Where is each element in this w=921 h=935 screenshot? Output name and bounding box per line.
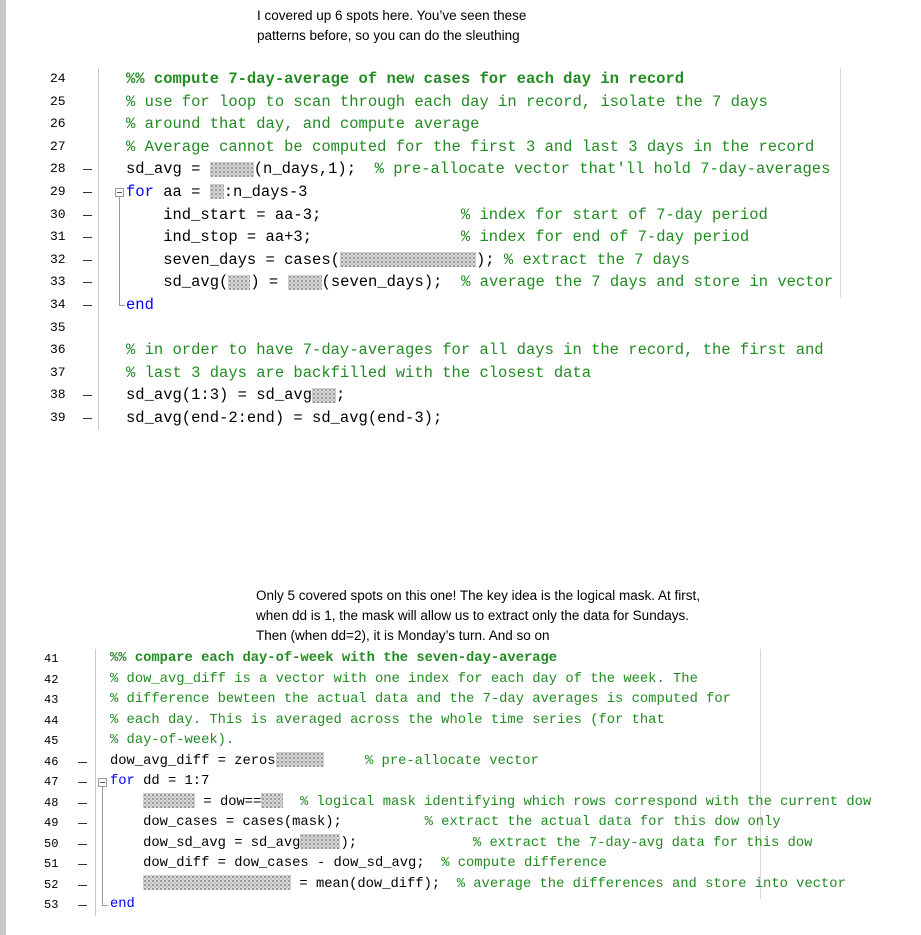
code-token: = dow== [195, 794, 262, 810]
line-number: 29 [50, 184, 66, 199]
code-token [283, 795, 300, 810]
code-line[interactable] [50, 317, 870, 339]
comment: % day-of-week). [110, 733, 235, 748]
code-text[interactable] [126, 204, 768, 227]
code-token: sd_avg(end-2:end) = sd_avg(end-3); [126, 409, 443, 427]
executable-line-marker[interactable] [83, 395, 92, 396]
keyword: for [110, 774, 135, 789]
line-number: 34 [50, 297, 66, 312]
covered-spot [312, 388, 336, 403]
code-token: :n_days-3 [223, 183, 308, 201]
executable-line-marker[interactable] [83, 215, 92, 216]
code-line[interactable] [50, 91, 870, 113]
code-line[interactable] [44, 690, 914, 712]
comment: % difference bewteen the actual data and the 7-day averages is computed for [110, 692, 731, 707]
code-token: sd_avg = [126, 160, 210, 179]
code-token: = mean(dow_diff); [291, 876, 457, 892]
code-text[interactable] [126, 384, 345, 407]
code-token: seven_days = cases( [126, 250, 340, 269]
comment: % around that day, and compute average [126, 115, 480, 134]
line-number: 50 [44, 836, 59, 851]
code-token: (n_days,1); [253, 160, 375, 179]
executable-line-marker[interactable] [78, 885, 87, 886]
code-text[interactable] [126, 181, 307, 204]
code-text[interactable] [110, 772, 209, 793]
executable-line-marker[interactable] [78, 844, 87, 845]
code-token: ; [336, 386, 346, 405]
code-line[interactable] [44, 793, 914, 815]
line-number: 42 [44, 672, 59, 687]
code-text[interactable] [126, 271, 833, 294]
covered-spot [143, 793, 195, 808]
code-line[interactable] [44, 834, 914, 856]
code-token: ) = [250, 273, 288, 292]
fold-end-mark [102, 905, 108, 906]
line-number: 51 [44, 857, 59, 871]
line-number: 26 [50, 116, 66, 132]
line-number: 48 [44, 795, 59, 810]
executable-line-marker[interactable] [78, 782, 87, 783]
top-caption-line-1: I covered up 6 spots here. You’ve seen these [257, 8, 527, 23]
code-token: dow_diff = dow_cases - dow_sd_avg; [110, 856, 442, 871]
code-token: dow_cases = cases(mask); [110, 815, 425, 830]
line-number: 43 [44, 693, 59, 707]
executable-line-marker[interactable] [78, 864, 87, 865]
covered-spot [143, 875, 291, 890]
code-line[interactable] [50, 294, 870, 316]
covered-spot [210, 162, 254, 177]
bottom-caption-line-2: when dd is 1, the mask will allow us to extract only the data for Sundays. [256, 608, 689, 623]
code-editor-panel-bottom[interactable] [44, 649, 914, 929]
code-token [110, 795, 143, 810]
code-text[interactable] [126, 339, 824, 362]
code-text[interactable] [126, 136, 814, 159]
code-text[interactable] [110, 711, 665, 732]
code-text[interactable] [126, 294, 154, 317]
code-line[interactable] [50, 249, 870, 271]
code-text[interactable] [126, 362, 591, 385]
code-line[interactable] [44, 854, 914, 876]
code-text[interactable] [110, 813, 781, 834]
executable-line-marker[interactable] [78, 905, 87, 906]
code-line[interactable] [44, 895, 914, 917]
left-window-edge [0, 0, 6, 935]
line-number: 45 [44, 734, 59, 748]
fold-collapse-icon[interactable] [115, 188, 124, 197]
code-text[interactable] [126, 91, 768, 114]
line-number: 35 [50, 319, 66, 335]
code-token: dow_avg_diff = zeros [110, 753, 276, 769]
line-number: 41 [44, 652, 59, 666]
code-text[interactable] [110, 875, 846, 896]
comment: % index for start of 7-day period [460, 205, 768, 224]
code-text[interactable] [110, 670, 698, 691]
executable-line-marker[interactable] [83, 282, 92, 283]
line-number: 25 [50, 93, 66, 109]
code-line[interactable] [44, 813, 914, 835]
comment: % each day. This is averaged across the whole time series (for that [110, 712, 665, 728]
code-text[interactable] [110, 793, 871, 814]
line-number: 30 [50, 206, 66, 222]
code-line[interactable] [44, 711, 914, 733]
executable-line-marker[interactable] [78, 823, 87, 824]
code-text[interactable] [110, 649, 557, 670]
top-caption [257, 6, 617, 46]
code-editor-panel-top[interactable] [50, 68, 870, 438]
code-text[interactable] [110, 834, 812, 855]
covered-spot [340, 252, 476, 267]
executable-line-marker[interactable] [83, 305, 92, 306]
comment: % extract the 7-day-avg data for this dow [472, 835, 813, 851]
comment: % index for end of 7-day period [460, 228, 750, 247]
executable-line-marker[interactable] [83, 260, 92, 261]
line-number: 36 [50, 342, 66, 358]
line-number: 52 [44, 877, 59, 892]
bottom-caption-line-1: Only 5 covered spots on this one! The key idea is the logical mask. At first, [256, 588, 700, 603]
comment: % extract the actual data for this dow only [424, 815, 781, 830]
code-text[interactable] [126, 407, 442, 430]
code-line[interactable] [50, 181, 870, 203]
code-text[interactable] [126, 158, 830, 181]
code-token: sd_avg(1:3) = sd_avg [126, 386, 313, 405]
executable-line-marker[interactable] [83, 192, 92, 193]
top-caption-line-2: patterns before, so you can do the sleuthing [257, 28, 520, 43]
code-line[interactable] [44, 649, 914, 671]
code-token [324, 754, 365, 769]
comment: % logical mask identifying which rows correspond with the current dow [299, 794, 872, 810]
code-text[interactable] [110, 895, 135, 916]
line-number: 24 [50, 71, 66, 86]
comment: % in order to have 7-day-averages for all days in the record, the first and [126, 341, 824, 360]
bottom-caption-line-3: Then (when dd=2), it is Monday’s turn. And so on [256, 628, 550, 643]
line-number: 32 [50, 251, 66, 267]
code-line[interactable] [44, 670, 914, 692]
code-text[interactable] [126, 226, 749, 249]
covered-spot [228, 275, 250, 290]
code-token: dow_sd_avg = sd_avg [110, 835, 301, 851]
code-line[interactable] [44, 772, 914, 794]
code-line[interactable] [50, 113, 870, 135]
code-line[interactable] [44, 875, 914, 897]
bottom-caption [256, 586, 776, 646]
covered-spot [288, 275, 322, 290]
code-token: ); [475, 250, 504, 269]
line-number: 38 [50, 387, 66, 403]
executable-line-marker[interactable] [83, 237, 92, 238]
covered-spot [300, 834, 340, 849]
comment: % dow_avg_diff is a vector with one index for each day of the week. The [110, 671, 698, 687]
code-line[interactable] [50, 271, 870, 293]
line-number: 47 [44, 775, 59, 789]
code-line[interactable] [50, 384, 870, 406]
code-text[interactable] [126, 249, 690, 272]
keyword: end [110, 897, 135, 912]
line-number: 44 [44, 713, 59, 728]
executable-line-marker[interactable] [83, 418, 92, 419]
comment: % compute difference [441, 856, 607, 871]
cell-title: %% compute 7-day-average of new cases for each day in record [126, 70, 685, 88]
line-number: 27 [50, 138, 66, 154]
code-line[interactable] [50, 339, 870, 361]
code-line[interactable] [44, 731, 914, 753]
line-number: 49 [44, 816, 59, 830]
code-line[interactable] [50, 68, 870, 90]
executable-line-marker[interactable] [83, 169, 92, 170]
code-text[interactable] [110, 690, 731, 711]
code-token: ind_stop = aa+3; [126, 228, 461, 247]
code-token: ind_start = aa-3; [126, 205, 461, 224]
line-number: 39 [50, 410, 66, 425]
code-line[interactable] [50, 158, 870, 180]
covered-spot [210, 184, 224, 199]
code-text[interactable] [110, 731, 234, 752]
code-line[interactable] [50, 204, 870, 226]
keyword: end [126, 296, 154, 314]
comment: % extract the 7 days [503, 250, 690, 269]
code-text[interactable] [126, 68, 684, 91]
code-text[interactable] [126, 113, 479, 136]
code-line[interactable] [50, 226, 870, 248]
comment: % use for loop to scan through each day in record, isolate the 7 days [126, 92, 768, 111]
code-token: (seven_days); [321, 273, 462, 292]
comment: % pre-allocate vector [365, 753, 539, 769]
keyword: for [126, 183, 154, 201]
line-number: 53 [44, 898, 59, 912]
comment: % pre-allocate vector that'll hold 7-day-averages [374, 160, 831, 179]
comment: % average the 7 days and store in vector [461, 273, 834, 292]
comment: % Average cannot be computed for the first 3 and last 3 days in the record [126, 137, 815, 156]
executable-line-marker[interactable] [78, 762, 87, 763]
code-token: sd_avg( [126, 273, 229, 292]
covered-spot [276, 752, 324, 767]
fold-guide-line [119, 197, 120, 306]
comment: % last 3 days are backfilled with the closest data [126, 363, 592, 382]
code-line[interactable] [50, 136, 870, 158]
code-text[interactable] [110, 752, 539, 773]
code-line[interactable] [44, 752, 914, 774]
line-number: 31 [50, 229, 66, 245]
cell-title: %% compare each day-of-week with the seven-day-average [110, 651, 558, 666]
line-number: 33 [50, 274, 66, 290]
line-number: 37 [50, 364, 66, 380]
executable-line-marker[interactable] [78, 803, 87, 804]
code-line[interactable] [50, 407, 870, 429]
line-number: 46 [44, 754, 59, 769]
fold-guide-line [102, 787, 103, 906]
code-token: aa = [153, 183, 210, 201]
code-token: ); [340, 835, 473, 851]
line-number: 28 [50, 161, 66, 177]
fold-collapse-icon[interactable] [98, 778, 107, 787]
fold-end-mark [119, 305, 125, 306]
code-token [110, 877, 143, 892]
comment: % average the differences and store into vector [456, 876, 846, 892]
code-line[interactable] [50, 362, 870, 384]
code-text[interactable] [110, 854, 607, 875]
covered-spot [261, 793, 283, 808]
code-token: dd = 1:7 [134, 774, 210, 789]
